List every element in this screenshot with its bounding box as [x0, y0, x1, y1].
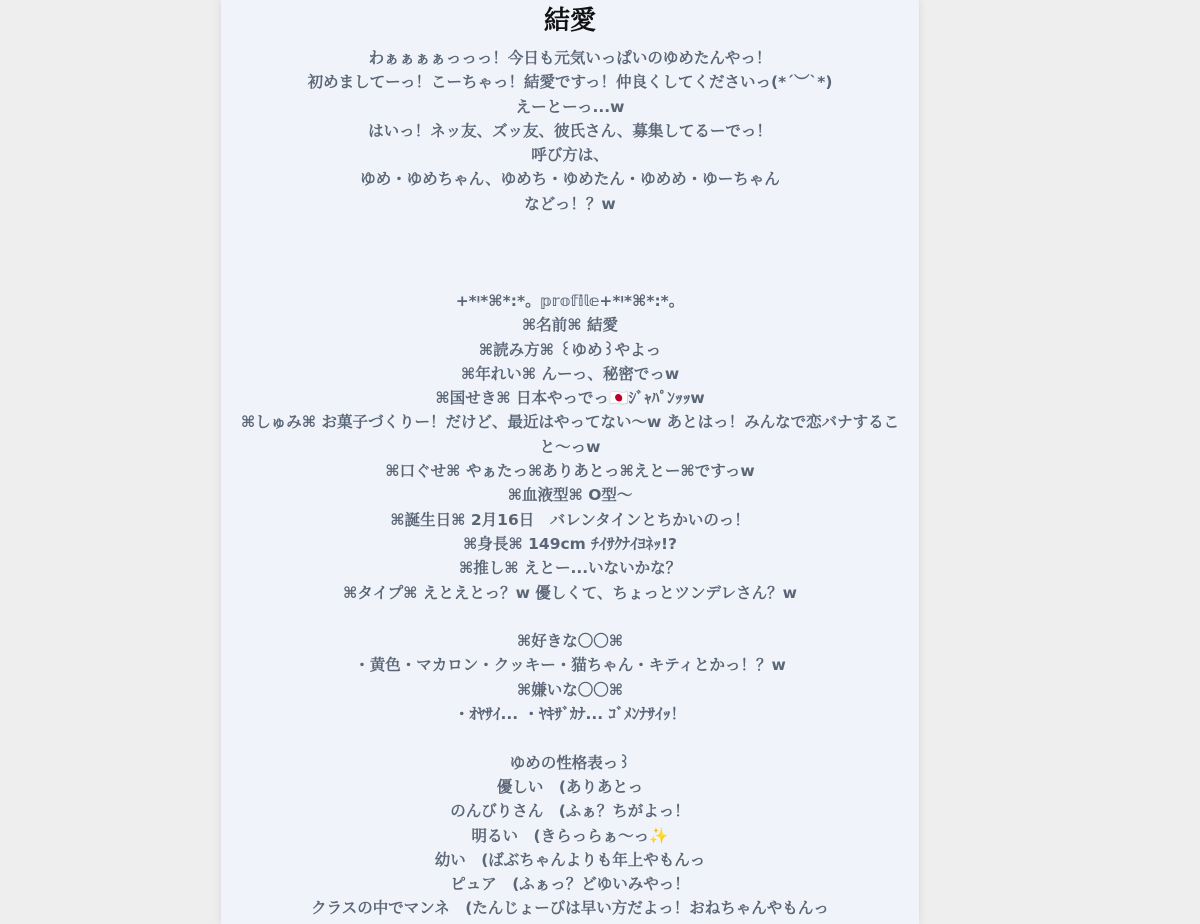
text-line: などっ！？w: [524, 194, 616, 213]
blank-line: [235, 216, 905, 240]
dislikes-heading: ⌘嫌いな〇〇⌘: [516, 680, 624, 699]
dislikes-list: ・ｵﾔｻｲ... ・ﾔｷｻﾞｶﾅ... ｺﾞﾒﾝﾅｻｲｯ！: [453, 705, 687, 724]
personality-item: のんびりさん (ふぁ？ちがよっ！: [450, 802, 690, 821]
text-line: 初めましてーっ！こーちゃっ！結愛ですっ！仲良くしてくださいっ(*´︶`*): [307, 73, 833, 92]
profile-favorite: ⌘推し⌘ えとー...いないかな？: [458, 559, 682, 578]
profile-hobby: ⌘しゅみ⌘ お菓子づくりー！だけど、最近はやってない〜w あとはっ！みんなで恋バナすること〜っw: [240, 413, 900, 456]
blank-line: [235, 265, 905, 289]
personality-item: 幼い (ばぶちゃんよりも年上やもんっ: [434, 850, 706, 869]
text-line: はいっ！ネッ友、ズッ友、彼氏さん、募集してるーでっ！: [368, 121, 772, 140]
blank-line: [235, 240, 905, 264]
profile-birthday: ⌘誕生日⌘ 2月16日 バレンタインとちかいのっ！: [390, 510, 750, 529]
text-line: ゆめ・ゆめちゃん、ゆめち・ゆめたん・ゆめめ・ゆーちゃん: [360, 170, 780, 189]
text-line: えーとーっ...w: [515, 97, 625, 116]
personality-heading: ゆめの性格表っ꒱: [509, 753, 631, 772]
profile-age: ⌘年れい⌘ んーっ、秘密でっw: [460, 364, 680, 383]
profile-card: [221, 0, 919, 924]
likes-heading: ⌘好きな〇〇⌘: [516, 632, 624, 651]
profile-catchphrase: ⌘口ぐせ⌘ やぁたっ⌘ありあとっ⌘えとー⌘ですっw: [385, 462, 755, 481]
page-title: 結愛: [543, 6, 596, 36]
text-line: 呼び方は、: [531, 146, 609, 165]
text-line: わぁぁぁぁっっっ！今日も元気いっぱいのゆめたんやっ！: [368, 49, 772, 67]
likes-list: ・黄色・マカロン・クッキー・猫ちゃん・キティとかっ！？w: [354, 656, 786, 675]
profile-blood-type: ⌘血液型⌘ O型〜: [507, 486, 633, 505]
profile-nationality: ⌘国せき⌘ 日本やっでっ🇯🇵ｼﾞｬﾊﾟﾝｯｯw: [435, 389, 705, 408]
profile-name: ⌘名前⌘ 結愛: [521, 316, 619, 335]
profile-reading: ⌘読み方⌘ ꒰ゆめ꒱やよっ: [478, 340, 662, 359]
personality-item: 優しい (ありあとっ: [496, 777, 644, 796]
personality-item: 明るい (きらっらぁ〜っ✨: [471, 826, 669, 845]
blank-line: [235, 726, 905, 750]
personality-item: クラスの中でマンネ (たんじょーびは早い方だよっ！おねちゃんやもんっ: [311, 899, 829, 918]
profile-height: ⌘身長⌘ 149cm ﾁｲｻｸﾅｲﾖﾈｯ!?: [462, 534, 678, 553]
personality-item: ピュア (ふぁっ？どゆいみやっ！: [450, 875, 690, 894]
profile-header: +*ᵎ*⌘*:*。𝕡𝕣𝕠𝕗𝕚𝕝𝕖+*ᵎ*⌘*:*。: [455, 291, 685, 310]
profile-text: [221, 46, 919, 921]
blank-line: [235, 605, 905, 629]
profile-type: ⌘タイプ⌘ えとえとっ？w 優しくて、ちょっとツンデレさん？w: [343, 583, 797, 602]
